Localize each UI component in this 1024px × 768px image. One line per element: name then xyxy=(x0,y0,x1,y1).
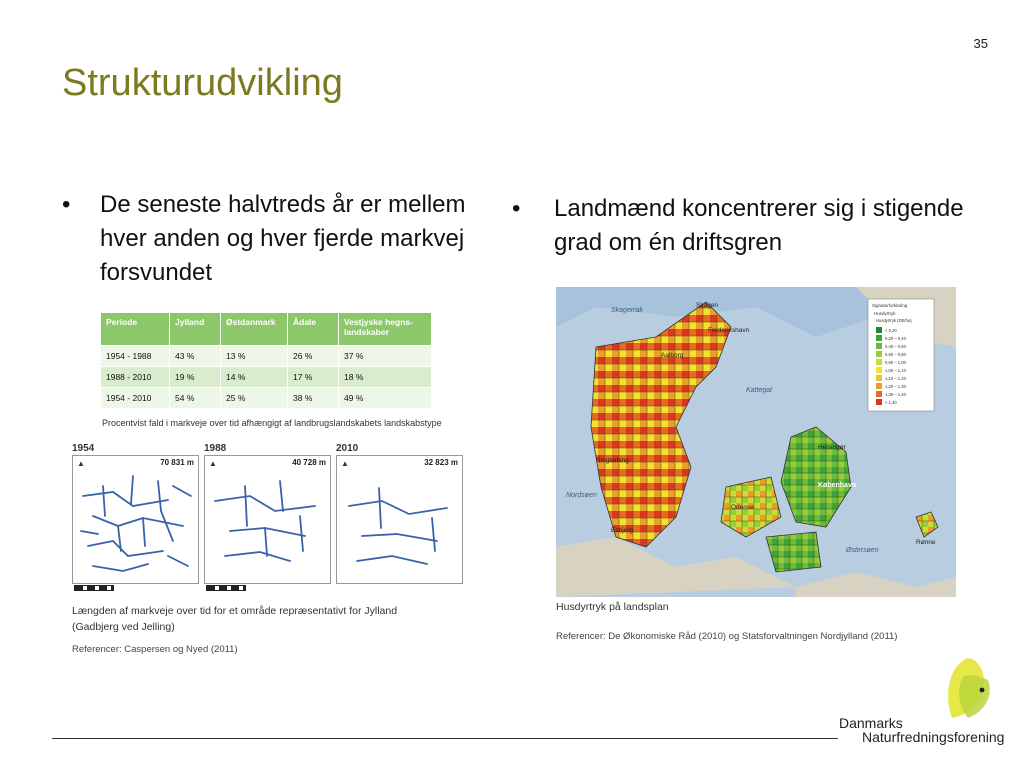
logo-text-line2: Naturfredningsforening xyxy=(862,729,1005,745)
table-cell: 17 % xyxy=(288,367,339,388)
legend-swatch xyxy=(876,335,882,341)
legend-swatch xyxy=(876,375,882,381)
map-year-label: 1954 xyxy=(72,443,95,454)
road-map-1988 xyxy=(204,455,331,584)
north-arrow-icon: ▲ xyxy=(209,459,217,468)
legend-swatch xyxy=(876,399,882,405)
table-cell: 37 % xyxy=(339,346,432,367)
table-cell: 14 % xyxy=(221,367,288,388)
place-label: Frederikshavn xyxy=(708,327,750,334)
legend-label: 0,60 – 0,80 xyxy=(885,352,906,357)
table-cell: 43 % xyxy=(170,346,221,367)
road-length-label: 40 728 m xyxy=(292,458,326,467)
north-arrow-icon: ▲ xyxy=(341,459,349,468)
place-label: Skagen xyxy=(696,302,719,309)
legend-label: 1,30 – 1,40 xyxy=(885,392,906,397)
road-network-drawing xyxy=(73,456,198,583)
road-length-label: 32 823 m xyxy=(424,458,458,467)
footer-divider xyxy=(52,738,838,739)
legend-subtitle: Husdyrtryk xyxy=(874,311,896,316)
denmark-map-caption: Husdyrtryk på landsplan xyxy=(556,601,669,613)
table-row xyxy=(101,346,432,367)
road-loss-table xyxy=(100,312,432,409)
legend-label: 0,20 – 0,40 xyxy=(885,336,906,341)
place-label: Aalborg xyxy=(661,352,684,359)
table-cell: 19 % xyxy=(170,367,221,388)
table-cell: 1954 - 2010 xyxy=(101,388,170,409)
legend-swatch xyxy=(876,359,882,365)
table-cell: 1988 - 2010 xyxy=(101,367,170,388)
map-year-label: 1988 xyxy=(204,443,227,454)
place-label: København xyxy=(818,482,857,489)
road-maps-figure xyxy=(70,443,462,600)
legend-swatch xyxy=(876,327,882,333)
legend-label: > 1,40 xyxy=(885,400,897,405)
place-label: Helsingør xyxy=(818,444,846,451)
legend-swatch xyxy=(876,343,882,349)
place-label: Odense xyxy=(731,504,754,511)
legend-swatch xyxy=(876,351,882,357)
place-label: Ringkøbing xyxy=(596,457,629,464)
col-header: Ådale xyxy=(288,313,339,346)
dn-logo-icon xyxy=(938,656,998,722)
legend-swatch xyxy=(876,383,882,389)
legend-label: < 0,20 xyxy=(885,328,897,333)
road-map-2010 xyxy=(336,455,463,584)
bullet-right-text: Landmænd koncentrerer sig i stigende grad om én driftsgren xyxy=(554,195,964,256)
table-header-row xyxy=(101,313,432,346)
scale-bar xyxy=(206,585,246,591)
table-cell: 25 % xyxy=(221,388,288,409)
table-cell: 54 % xyxy=(170,388,221,409)
table-cell: 38 % xyxy=(288,388,339,409)
table-cell: 18 % xyxy=(339,367,432,388)
denmark-map-drawing xyxy=(556,287,956,597)
legend-swatch xyxy=(876,367,882,373)
sea-label: Østersøen xyxy=(846,547,879,554)
table-cell: 13 % xyxy=(221,346,288,367)
table-row xyxy=(101,367,432,388)
reference-left: Referencer: Caspersen og Nyed (2011) xyxy=(72,644,238,655)
legend-unit: Husdyrtryk (DE/ha) xyxy=(876,318,912,323)
place-label: Rønne xyxy=(916,539,936,546)
bullet-left-text: De seneste halvtreds år er mellem hver anden og hver fjerde markvej forsvundet xyxy=(100,191,466,286)
table-cell: 26 % xyxy=(288,346,339,367)
road-network-drawing xyxy=(205,456,330,583)
road-length-label: 70 831 m xyxy=(160,458,194,467)
table-caption: Procentvist fald i markveje over tid afhængigt af landbrugslandskabets landskabstype xyxy=(102,418,442,428)
col-header: Periode xyxy=(101,313,170,346)
page-number: 35 xyxy=(973,36,988,51)
road-maps-caption: Længden af markveje over tid for et område repræsentativt for Jylland (Gadbjerg ved Jelling) xyxy=(72,605,398,633)
table-row xyxy=(101,388,432,409)
table-cell: 1954 - 1988 xyxy=(101,346,170,367)
north-arrow-icon: ▲ xyxy=(77,459,85,468)
legend-label: 1,20 – 1,30 xyxy=(885,384,906,389)
sea-label: Nordsøen xyxy=(566,492,597,499)
denmark-livestock-map xyxy=(556,287,956,597)
bullet-symbol: • xyxy=(62,191,71,218)
sea-label: Skagerrak xyxy=(611,307,643,314)
col-header: Vestjyske hegns-landskaber xyxy=(339,313,432,346)
legend-title: Signaturforklaring xyxy=(872,303,908,308)
place-label: Esbjerg xyxy=(611,527,634,534)
road-map-1954 xyxy=(72,455,199,584)
legend-label: 0,80 – 1,00 xyxy=(885,360,906,365)
slide-title: Strukturudvikling xyxy=(62,62,343,104)
scale-bar xyxy=(74,585,114,591)
bullet-symbol: • xyxy=(512,195,521,222)
legend-label: 1,00 – 1,10 xyxy=(885,368,906,373)
table-cell: 49 % xyxy=(339,388,432,409)
col-header: Østdanmark xyxy=(221,313,288,346)
col-header: Jylland xyxy=(170,313,221,346)
map-year-label: 2010 xyxy=(336,443,359,454)
reference-right: Referencer: De Økonomiske Råd (2010) og Statsforvaltningen Nordjylland (2011) xyxy=(556,631,898,642)
road-network-drawing xyxy=(337,456,462,583)
sea-label: Kattegat xyxy=(746,387,773,394)
map-legend xyxy=(868,299,934,411)
legend-label: 1,10 – 1,20 xyxy=(885,376,906,381)
logo-text-line1: Danmarks xyxy=(839,715,903,731)
legend-swatch xyxy=(876,391,882,397)
legend-label: 0,40 – 0,60 xyxy=(885,344,906,349)
